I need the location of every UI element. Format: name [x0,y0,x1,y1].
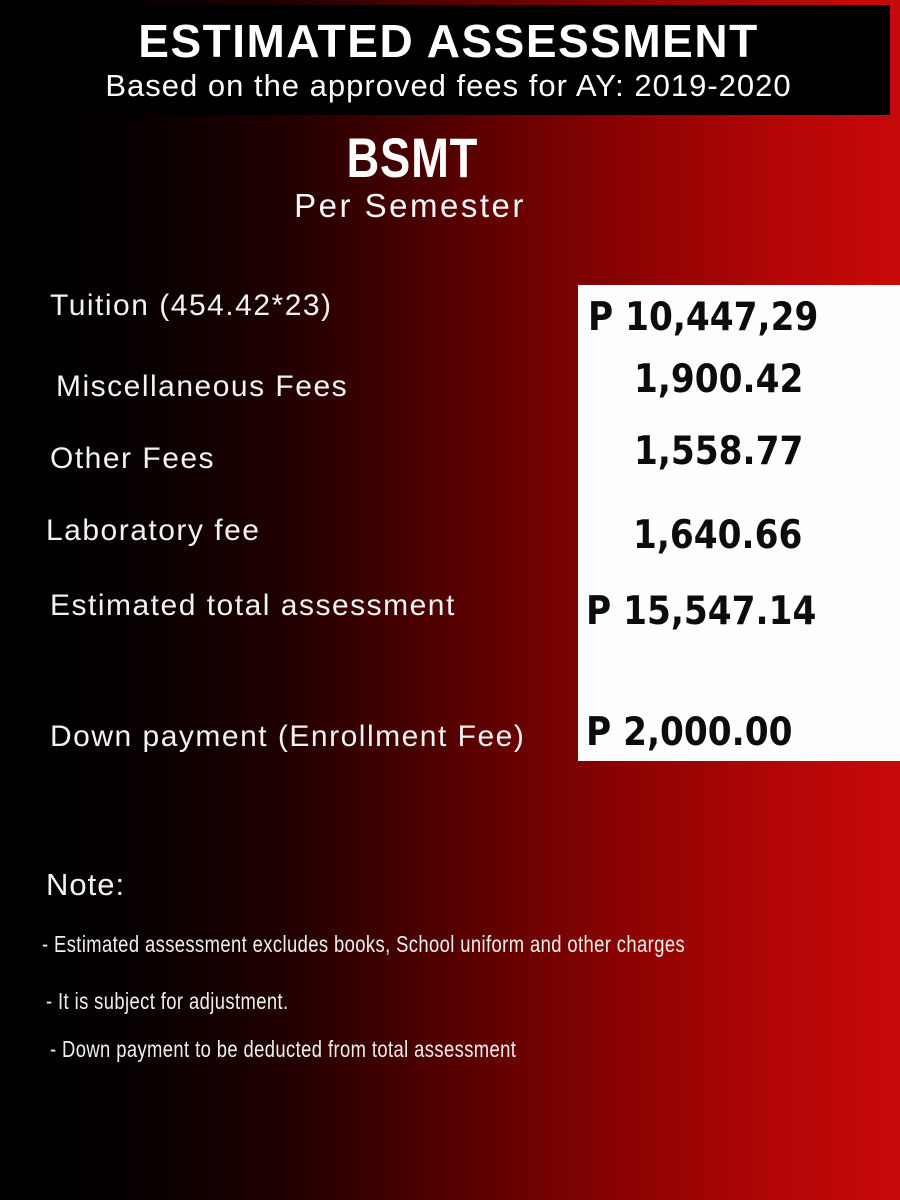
page-title: ESTIMATED ASSESSMENT [138,15,759,67]
header-band [7,5,890,115]
fee-label-downpayment: Down payment (Enrollment Fee) [50,720,526,753]
note-item-deducted: - Down payment to be deducted from total assessment [50,1036,517,1062]
program-period: Per Semester [294,187,526,224]
fee-label-tuition: Tuition (454.42*23) [50,289,333,322]
fee-label-miscellaneous: Miscellaneous Fees [56,370,349,403]
fee-amount-tuition: P 10,447,29 [588,295,819,340]
note-item-adjustment: - It is subject for adjustment. [46,988,289,1014]
fee-amount-total: P 15,547.14 [586,589,817,634]
fee-amount-miscellaneous: 1,900.42 [634,357,804,402]
fee-amount-other: 1,558.77 [634,429,804,474]
page-subtitle: Based on the approved fees for AY: 2019-2020 [105,68,792,103]
fee-amount-laboratory: 1,640.66 [633,513,803,558]
note-item-excludes: - Estimated assessment excludes books, School uniform and other charges [42,931,686,957]
program-name: BSMT [346,126,478,189]
fee-amount-downpayment: P 2,000.00 [586,710,793,755]
fee-label-laboratory: Laboratory fee [46,514,261,547]
fee-label-total: Estimated total assessment [50,589,456,622]
fee-label-other: Other Fees [50,442,216,475]
notes-heading: Note: [46,867,126,902]
